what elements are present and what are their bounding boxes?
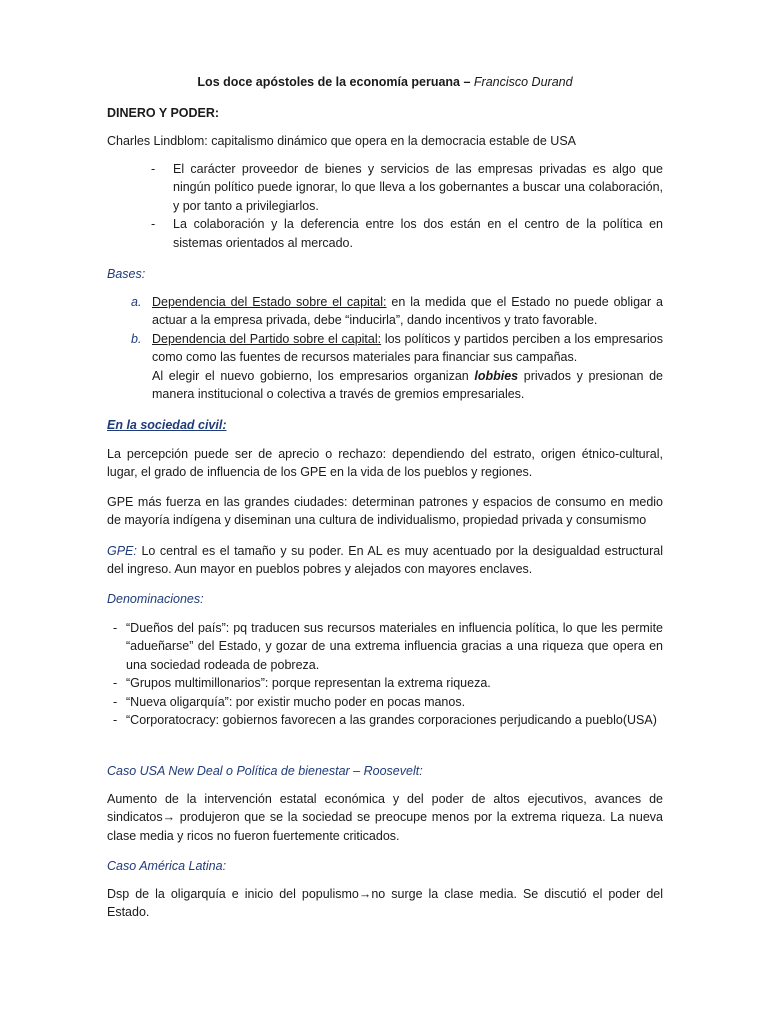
title-separator: –: [460, 75, 474, 89]
latam-heading: Caso América Latina:: [107, 859, 227, 873]
dash-marker: -: [113, 676, 118, 691]
title-main: Los doce apóstoles de la economía peruana: [197, 75, 460, 89]
civil-paragraph-1: La percepción puede ser de aprecio o rechazo: dependiendo del estrato, origen étnico-cultural, lugar, el grado de influencia de los GPE en la vida de los pueblos y regiones.: [107, 447, 663, 480]
latam-paragraph: Dsp de la oligarquía e inicio del populismo→no surge la clase media. Se discutió el poder del Estado.: [107, 887, 663, 920]
denominaciones-list: [113, 619, 663, 729]
list-item-text: los políticos y partidos perciben a los empresarios como como las fuentes de recursos materiales para financiar sus campañas.: [152, 331, 663, 365]
alpha-marker: b.: [131, 331, 142, 346]
list-item-text: en la medida que el Estado no puede obligar a actuar a la empresa privada, debe “inducirla”, dando incentivos y trato favorable.: [152, 295, 664, 328]
list-item: [151, 215, 663, 252]
title-author: Francisco Durand: [473, 75, 573, 89]
dash-marker: -: [151, 217, 156, 232]
gpe-paragraph: [107, 542, 663, 579]
list-item-text: “Corporatocracy: gobiernos favorecen a las grandes corporaciones perjudicando a pueblo(USA): [126, 713, 657, 728]
lobbies-term: lobbies: [474, 368, 519, 383]
usa-paragraph: Aumento de la intervención estatal económica y del poder de altos ejecutivos, avances de sindicatos→ produjeron que se la sociedad se preocupe menos por la extrema riqueza. La nueva clase media y ricos no fueron fuertemente criticados.: [107, 792, 663, 843]
alpha-marker: a.: [131, 295, 142, 309]
section-heading-dinero-poder: DINERO Y PODER:: [107, 106, 220, 120]
dash-marker: -: [113, 621, 118, 635]
list-item: [131, 293, 663, 330]
list-item: [113, 711, 663, 729]
dash-marker: -: [113, 694, 118, 709]
list-item: [131, 330, 663, 404]
list-item-text: La colaboración y la deferencia entre los dos están en el centro de la política en sistemas orientados al mercado.: [173, 217, 663, 250]
bases-heading: Bases:: [107, 267, 146, 281]
list-item-text: “Grupos multimillonarios”: porque representan la extrema riqueza.: [126, 676, 491, 691]
continuation-after: privados y presionan de manera institucional o colectiva a través de gremios empresariales.: [152, 368, 663, 402]
denominaciones-heading: Denominaciones:: [107, 592, 204, 606]
underlined-term: Dependencia del Estado sobre el capital:: [152, 295, 387, 309]
civil-paragraph-2: GPE más fuerza en las grandes ciudades: determinan patrones y espacios de consumo en medio de mayoría indígena y diseminan una cultura de individualismo, propiedad privada y consumismo: [107, 495, 663, 528]
dash-marker: -: [113, 713, 118, 728]
dash-marker: -: [151, 162, 156, 176]
list-item: [113, 619, 663, 674]
civil-heading: En la sociedad civil:: [107, 418, 227, 432]
usa-heading: Caso USA New Deal o Política de bienestar – Roosevelt:: [107, 764, 423, 778]
lindblom-paragraph: Charles Lindblom: capitalismo dinámico que opera en la democracia estable de USA: [107, 134, 577, 148]
list-item-text: “Nueva oligarquía”: por existir mucho poder en pocas manos.: [126, 694, 466, 709]
list-item: [113, 693, 663, 711]
gpe-text: Lo central es el tamaño y su poder. En AL es muy acentuado por la desigualdad estructural del ingreso. Aun mayor en pueblos pobres y alejados con mayores enclaves.: [107, 544, 663, 577]
lindblom-list: [151, 160, 663, 252]
list-item-text: “Dueños del país”: pq traducen sus recursos materiales en influencia política, lo que les permite “adueñarse” del Estado, y gozar de una extrema influencia gracias a una riqueza que opera en una sociedad rodeada de pobreza.: [126, 621, 663, 672]
gpe-label: GPE:: [107, 544, 137, 558]
continuation-before: Al elegir el nuevo gobierno, los empresarios organizan: [152, 368, 475, 383]
underlined-term: Dependencia del Partido sobre el capital:: [152, 331, 382, 346]
list-item-text: El carácter proveedor de bienes y servicios de las empresas privadas es algo que ningún político puede ignorar, lo que lleva a los gobernantes a buscar una colaboración, y por tanto a privilegiarlos.: [173, 162, 663, 213]
bases-list: [131, 293, 663, 403]
list-item: [151, 160, 663, 215]
list-item: [113, 674, 663, 692]
continuation-text: [152, 367, 663, 404]
document-title: [107, 73, 663, 91]
